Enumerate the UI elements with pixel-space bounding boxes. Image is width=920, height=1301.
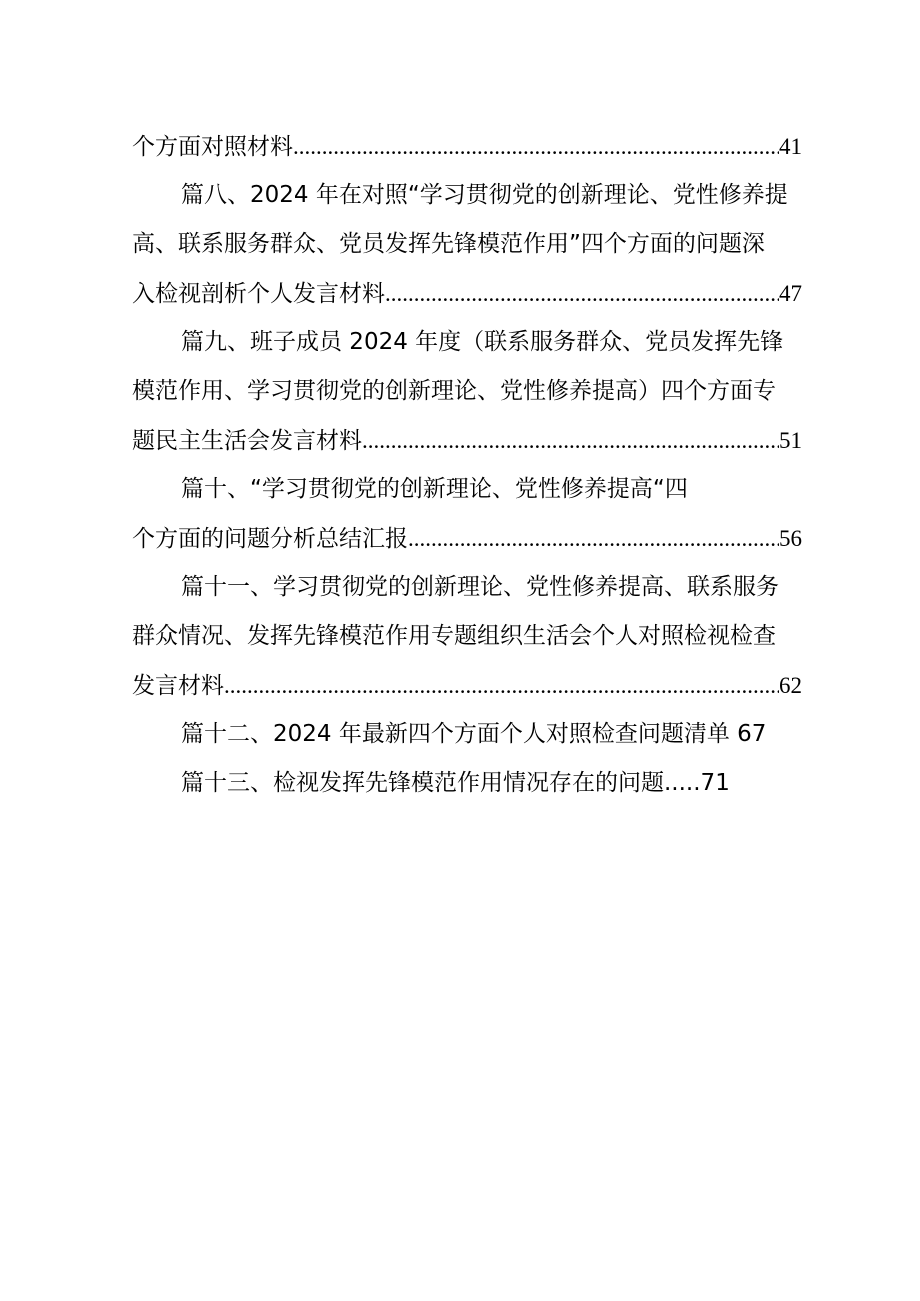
toc-entry-11-line-2: 群众情况、发挥先锋模范作用专题组织生活会个人对照检视检查 — [132, 623, 776, 649]
toc-entry-8-text: 入检视剖析个人发言材料 — [132, 281, 385, 307]
toc-leader-dots — [362, 416, 779, 465]
toc-entry-8-line-2: 高、联系服务群众、党员发挥先锋模范作用”四个方面的问题深 — [132, 231, 765, 257]
toc-entry-11-text: 发言材料 — [132, 673, 224, 699]
toc-entry-9-line-2: 模范作用、学习贯彻党的创新理论、党性修养提高）四个方面专 — [132, 378, 776, 404]
toc-entry-10-line-1: 篇十、“学习贯彻党的创新理论、党性修养提高“四 — [181, 476, 688, 502]
toc-entry-9-page: 51 — [779, 428, 802, 453]
toc-entry-7-line — [132, 122, 802, 171]
toc-leader-dots — [293, 122, 779, 171]
toc-entry-10-text: 个方面的问题分析总结汇报 — [132, 526, 408, 552]
toc-entry-10-page: 56 — [779, 526, 802, 551]
toc-leader-dots — [408, 514, 779, 563]
toc-entry-10-line-2 — [132, 514, 802, 563]
toc-entry-12-line: 篇十二、2024 年最新四个方面个人对照检查问题清单 67 — [181, 721, 767, 747]
toc-entry-11-line-3 — [132, 661, 802, 710]
toc-entry-8-line-3 — [132, 269, 802, 318]
toc-entry-9-line-1: 篇九、班子成员 2024 年度（联系服务群众、党员发挥先锋 — [181, 329, 784, 355]
toc-entry-11-line-1: 篇十一、学习贯彻党的创新理论、党性修养提高、联系服务 — [181, 574, 779, 600]
toc-entry-11-page: 62 — [779, 673, 802, 698]
toc-entry-13-line: 篇十三、检视发挥先锋模范作用情况存在的问题.....71 — [181, 770, 730, 796]
toc-entry-9-line-3 — [132, 416, 802, 465]
table-of-contents — [132, 122, 802, 808]
toc-entry-9-text: 题民主生活会发言材料 — [132, 428, 362, 454]
toc-entry-8-page: 47 — [779, 281, 802, 306]
toc-leader-dots — [224, 661, 779, 710]
toc-entry-7-page: 41 — [779, 134, 802, 159]
toc-entry-7-text: 个方面对照材料 — [132, 134, 293, 160]
toc-entry-8-line-1: 篇八、2024 年在对照“学习贯彻党的创新理论、党性修养提 — [181, 182, 788, 208]
toc-leader-dots — [385, 269, 779, 318]
